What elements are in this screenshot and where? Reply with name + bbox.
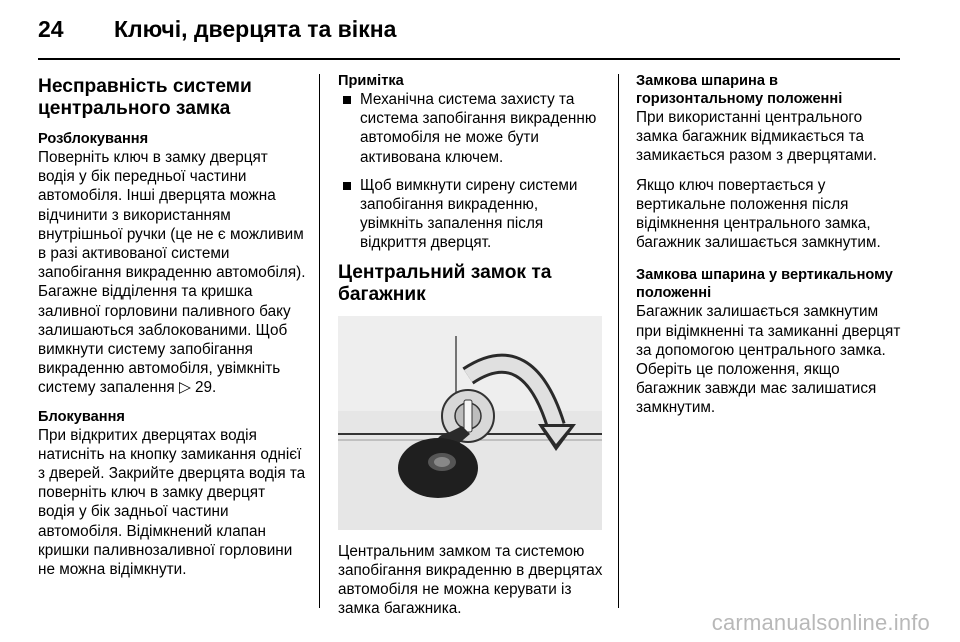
page-number: 24 xyxy=(38,16,64,42)
note-bullet-text: Механічна система захисту та система запобігання викраденню автомобіля не може бути активована ключем. xyxy=(360,91,597,166)
note-title: Примітка xyxy=(338,73,404,89)
trunk-lock-illustration xyxy=(338,316,602,530)
column-divider xyxy=(618,74,619,608)
page-header xyxy=(38,16,918,56)
paragraph-unlock xyxy=(38,148,306,398)
paragraph-vertical: Багажник залишається замкнутим при відімкненні та замиканні дверцят за допомогою центрального замка. Оберіть це положення, якщо багажник завжди має залишатися замкнутим. xyxy=(636,303,901,417)
figure-caption: Центральним замком та системою запобігання викраденню в дверцятах автомобіля не можна керувати із замка багажника. xyxy=(338,542,603,618)
bullet-square-icon xyxy=(343,96,351,104)
note-bullet xyxy=(338,90,604,167)
subheading-lock: Блокування xyxy=(38,408,125,425)
note-bullet xyxy=(338,176,604,253)
page-ref[interactable]: 29. xyxy=(194,379,217,397)
column-divider xyxy=(319,74,320,608)
subheading-horizontal: Замкова шпарина в горизонтальному положенні xyxy=(636,73,843,107)
section-heading: Несправність системи центрального замка xyxy=(38,76,252,119)
page-title: Ключі, дверцята та вікна xyxy=(114,16,397,42)
page-ref-arrow-icon[interactable]: ▷ xyxy=(178,379,191,397)
header-divider xyxy=(38,58,900,60)
paragraph-horizontal-2: Якщо ключ повертається у вертикальне положення після відімкнення центрального замка, багажник залишається замкнутим. xyxy=(636,176,881,252)
subheading-vertical: Замкова шпарина у вертикальному положенні xyxy=(636,267,893,302)
subheading-unlock: Розблокування xyxy=(38,131,149,147)
bullet-square-icon xyxy=(343,182,351,190)
watermark: carmanualsonline.info xyxy=(711,610,930,635)
column-right xyxy=(636,72,906,428)
key-turn-illustration xyxy=(338,316,602,530)
paragraph-lock: При відкритих дверцятах водія натисніть на кнопку замикання однієї з дверей. Закрийте дверцята водія та поверніть ключ в замку дверцят водія у бік задньої частини автомобіля. Відімкнений клапан кришки паливнозаливної горловини не можна відімкнути. xyxy=(38,426,306,579)
column-left xyxy=(38,72,306,589)
paragraph-horizontal: При використанні центрального замка багажник відмикається та замикається разом з дверцятами. xyxy=(636,109,877,165)
column-middle xyxy=(338,72,604,628)
note-bullet-text: Щоб вимкнути сирену системи запобігання викраденню, увімкніть запалення після відкриття дверцят. xyxy=(360,176,578,252)
section-heading: Центральний замок та багажник xyxy=(338,261,552,305)
paragraph-unlock-text: Поверніть ключ в замку дверцят водія у бік передньої частини автомобіля. Інші дверцята можна відчинити з використанням внутрішньої ручки (це не є можливим в разі активованої системи запобігання викраденню автомобіля). Багажне відділення та кришка заливної горловини паливного баку залишаються заблокованими. Щоб вимкнути систему запобігання викраденню автомобіля, увімкніть систему запалення xyxy=(38,149,306,397)
